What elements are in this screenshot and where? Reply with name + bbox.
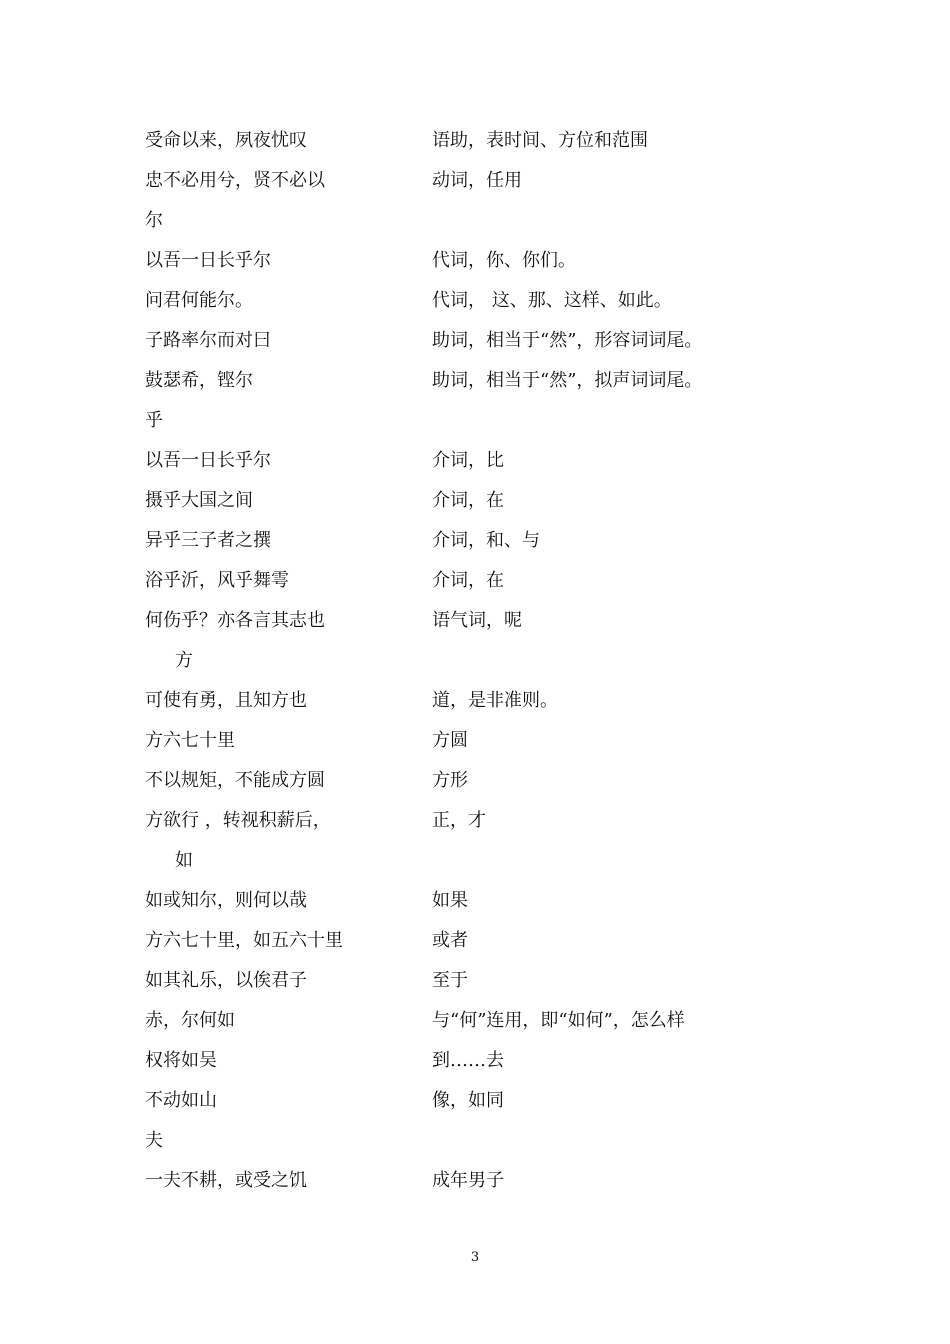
example-sentence: 异乎三子者之撰 bbox=[145, 530, 271, 551]
example-sentence: 以吾一日长乎尔 bbox=[145, 450, 271, 471]
example-row bbox=[145, 961, 845, 1001]
example-sentence: 方六七十里，如五六十里 bbox=[145, 930, 343, 951]
glossary-list bbox=[145, 121, 845, 1201]
page-number: 3 bbox=[470, 1250, 480, 1265]
gloss-text: 语气词，呢 bbox=[432, 610, 522, 631]
headword: 乎 bbox=[145, 410, 163, 431]
headword-row bbox=[145, 201, 845, 241]
gloss-text: 或者 bbox=[432, 930, 468, 951]
headword: 方 bbox=[175, 650, 193, 671]
example-sentence: 方欲行 ，转视积薪后， bbox=[145, 810, 331, 831]
example-sentence: 可使有勇，且知方也 bbox=[145, 690, 307, 711]
gloss-text: 到……去 bbox=[432, 1050, 504, 1071]
gloss-text: 如果 bbox=[432, 890, 468, 911]
gloss-text: 像，如同 bbox=[432, 1090, 504, 1111]
example-sentence: 不以规矩，不能成方圆 bbox=[145, 770, 325, 791]
example-row bbox=[145, 121, 845, 161]
gloss-text: 代词， 这、那、这样、如此。 bbox=[432, 290, 672, 311]
example-row bbox=[145, 801, 845, 841]
example-row bbox=[145, 481, 845, 521]
example-sentence: 如或知尔，则何以哉 bbox=[145, 890, 307, 911]
gloss-text: 至于 bbox=[432, 970, 468, 991]
gloss-text: 助词，相当于“然”，拟声词词尾。 bbox=[432, 370, 703, 391]
example-sentence: 浴乎沂，风乎舞雩 bbox=[145, 570, 289, 591]
example-row bbox=[145, 161, 845, 201]
gloss-text: 动词，任用 bbox=[432, 170, 522, 191]
headword: 尔 bbox=[145, 210, 163, 231]
example-row bbox=[145, 1001, 845, 1041]
example-sentence: 权将如吴 bbox=[145, 1050, 217, 1071]
example-sentence: 一夫不耕，或受之饥 bbox=[145, 1170, 307, 1191]
gloss-text: 语助，表时间、方位和范围 bbox=[432, 130, 648, 151]
example-sentence: 鼓瑟希，铿尔 bbox=[145, 370, 253, 391]
headword: 夫 bbox=[145, 1130, 163, 1151]
example-sentence: 不动如山 bbox=[145, 1090, 217, 1111]
example-sentence: 受命以来，夙夜忧叹 bbox=[145, 130, 307, 151]
headword-row bbox=[145, 641, 845, 681]
example-row bbox=[145, 881, 845, 921]
gloss-text: 代词，你、你们。 bbox=[432, 250, 576, 271]
example-sentence: 以吾一日长乎尔 bbox=[145, 250, 271, 271]
example-sentence: 摄乎大国之间 bbox=[145, 490, 253, 511]
gloss-text: 正，才 bbox=[432, 810, 486, 831]
gloss-text: 介词，和、与 bbox=[432, 530, 540, 551]
example-row bbox=[145, 1161, 845, 1201]
gloss-text: 方形 bbox=[432, 770, 468, 791]
example-row bbox=[145, 521, 845, 561]
example-row bbox=[145, 761, 845, 801]
gloss-text: 与“何”连用，即“如何”，怎么样 bbox=[432, 1010, 685, 1031]
gloss-text: 介词，比 bbox=[432, 450, 504, 471]
example-sentence: 方六七十里 bbox=[145, 730, 235, 751]
example-row bbox=[145, 681, 845, 721]
headword-row bbox=[145, 1121, 845, 1161]
example-row bbox=[145, 561, 845, 601]
example-row bbox=[145, 281, 845, 321]
headword-row bbox=[145, 841, 845, 881]
headword: 如 bbox=[175, 850, 193, 871]
example-sentence: 赤，尔何如 bbox=[145, 1010, 235, 1031]
gloss-text: 助词，相当于“然”，形容词词尾。 bbox=[432, 330, 703, 351]
example-row bbox=[145, 1081, 845, 1121]
example-row bbox=[145, 921, 845, 961]
example-sentence: 子路率尔而对曰 bbox=[145, 330, 271, 351]
example-sentence: 问君何能尔。 bbox=[145, 290, 253, 311]
example-row bbox=[145, 441, 845, 481]
example-row bbox=[145, 721, 845, 761]
example-sentence: 如其礼乐，以俟君子 bbox=[145, 970, 307, 991]
example-row bbox=[145, 601, 845, 641]
gloss-text: 介词，在 bbox=[432, 490, 504, 511]
example-row bbox=[145, 1041, 845, 1081]
headword-row bbox=[145, 401, 845, 441]
example-row bbox=[145, 361, 845, 401]
example-sentence: 何伤乎？亦各言其志也 bbox=[145, 610, 325, 631]
gloss-text: 介词，在 bbox=[432, 570, 504, 591]
gloss-text: 成年男子 bbox=[432, 1170, 504, 1191]
example-sentence: 忠不必用兮，贤不必以 bbox=[145, 170, 325, 191]
example-row bbox=[145, 241, 845, 281]
example-row bbox=[145, 321, 845, 361]
gloss-text: 方圆 bbox=[432, 730, 468, 751]
gloss-text: 道，是非准则。 bbox=[432, 690, 558, 711]
